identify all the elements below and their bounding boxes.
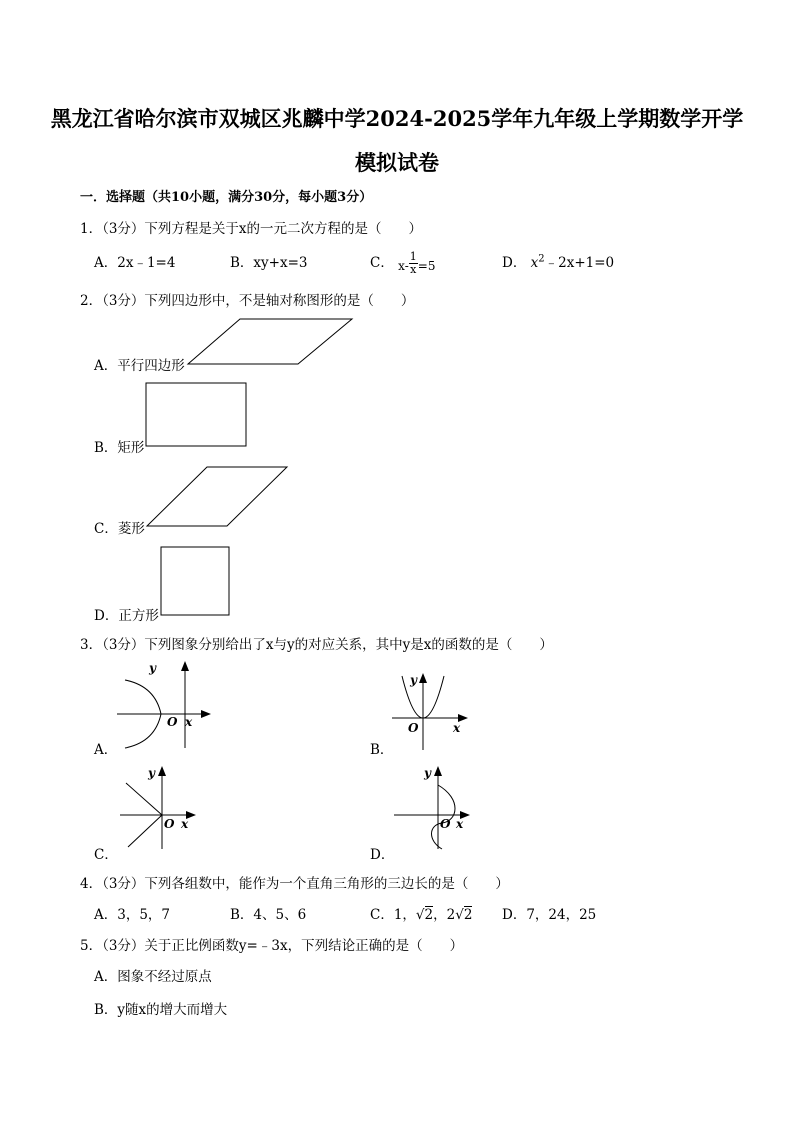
section-heading: 一．选择题（共10小题，满分30分，每小题3分）: [80, 190, 373, 205]
fraction-denominator: x: [410, 263, 417, 276]
question-1-stem: 1．（3分）下列方程是关于x的一元二次方程的是（ ）: [80, 221, 423, 237]
option-d-rest: ﹣2x+1=0: [544, 255, 615, 271]
square-figure: [160, 546, 232, 617]
radicand-1: 2: [424, 907, 434, 923]
question-4-stem: 4．（3分）下列各组数中，能作为一个直角三角形的三边长的是（ ）: [80, 876, 509, 892]
option-c-middle: ，2: [433, 907, 456, 923]
graph-a-sideways-parabola: [115, 656, 215, 751]
graph-c-y-label: y: [148, 766, 155, 780]
graph-c-v-shape: [118, 763, 200, 851]
graph-a-x-label: x: [185, 715, 193, 729]
question-5-option-b: B．y随x的增大而增大: [94, 1002, 228, 1018]
graph-d-x-label: x: [456, 817, 464, 831]
question-5-stem: 5．（3分）关于正比例函数y=﹣3x，下列结论正确的是（ ）: [80, 938, 464, 954]
question-3-option-b: B．: [370, 742, 394, 758]
question-3-option-c: C．: [94, 847, 118, 863]
graph-a-y-label: y: [149, 661, 156, 675]
question-3-stem: 3．（3分）下列图象分别给出了x与y的对应关系，其中y是x的函数的是（ ）: [80, 637, 553, 653]
question-5-option-a: A．图象不经过原点: [94, 969, 212, 985]
page-title-line-1: 黑龙江省哈尔滨市双城区兆麟中学2024-2025学年九年级上学期数学开学: [50, 106, 744, 131]
sqrt-symbol: √: [415, 907, 425, 923]
page-title-line-2: 模拟试卷: [355, 150, 439, 175]
graph-c-origin-label: O: [164, 817, 175, 831]
radicand-2: 2: [463, 907, 473, 923]
question-4-option-a: A．3，5，7: [94, 907, 171, 923]
question-4-option-b: B．4、5、6: [230, 907, 307, 923]
option-c-prefix: x-: [398, 259, 409, 273]
option-d-label: D．: [502, 255, 527, 271]
graph-d-y-label: y: [424, 766, 431, 780]
option-d-variable: x: [530, 255, 539, 271]
fraction: [409, 251, 418, 276]
option-c-prefix: C．1，: [370, 907, 416, 923]
question-4-option-d: D．7，24，25: [502, 907, 597, 923]
graph-a-origin-label: O: [167, 715, 178, 729]
question-2-stem: 2．（3分）下列四边形中，不是轴对称图形的是（ ）: [80, 293, 415, 309]
fraction-numerator: 1: [409, 250, 417, 263]
question-4-option-c: [370, 903, 472, 923]
sqrt-symbol: √: [455, 907, 464, 923]
question-2-option-b: B．矩形: [94, 440, 145, 456]
graph-b-y-label: y: [410, 673, 417, 687]
question-1-option-a: A．2x﹣1=4: [94, 255, 176, 271]
graph-d-origin-label: O: [440, 817, 451, 831]
question-3-option-d: D．: [370, 847, 395, 863]
graph-b-parabola: [390, 670, 472, 752]
option-c-label: C．: [370, 255, 394, 271]
question-3-option-a: A．: [94, 742, 118, 758]
graph-b-origin-label: O: [408, 721, 419, 735]
question-2-option-c: C．菱形: [94, 521, 145, 537]
option-c-suffix: =5: [417, 259, 436, 273]
rectangle-figure: [145, 382, 249, 449]
question-2-option-a: A．平行四边形: [94, 358, 185, 374]
question-1-option-c: [370, 251, 435, 276]
question-1-option-b: B．xy+x=3: [230, 255, 308, 271]
parallelogram-figure: [186, 317, 356, 367]
graph-d-s-curve: [392, 763, 474, 851]
rhombus-figure: [145, 466, 290, 529]
graph-b-x-label: x: [453, 721, 461, 735]
option-d-exponent: 2: [538, 253, 545, 265]
graph-c-x-label: x: [181, 817, 189, 831]
question-2-option-d: D．正方形: [94, 608, 159, 624]
question-1-option-d: [502, 251, 614, 271]
